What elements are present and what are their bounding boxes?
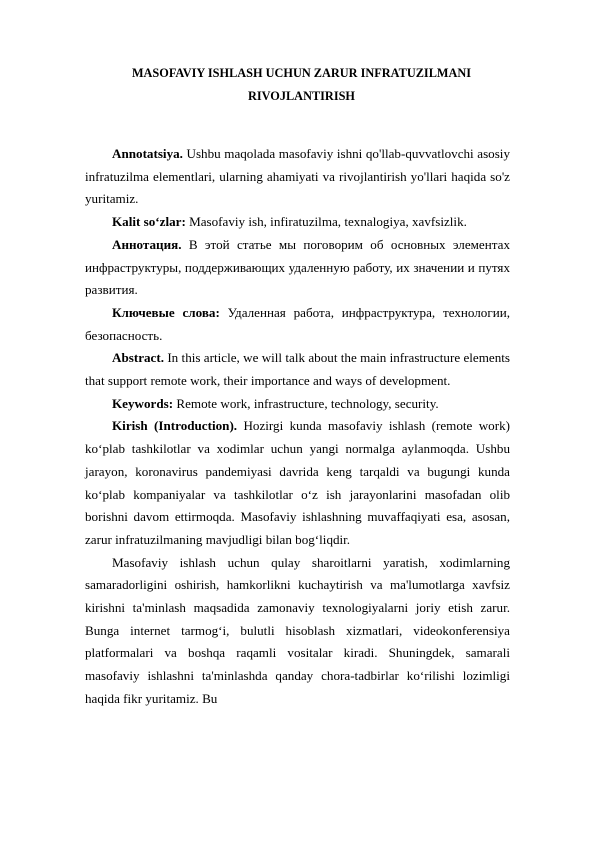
keywords-uz-label: Kalit so‘zlar: [112, 214, 186, 230]
introduction-label: Kirish (Introduction). [112, 418, 238, 434]
keywords-en [85, 393, 510, 416]
introduction-paragraph [85, 415, 510, 551]
keywords-uz-text: Masofaviy ish, infiratuzilma, texnalogiya, xavfsizlik. [185, 214, 467, 230]
abstract-en [85, 347, 510, 392]
introduction-text: Hozirgi kunda masofaviy ishlash (remote work) ko‘plab tashkilotlar va xodimlar uchun yangi normalga aylanmoqda. Ushbu jarayon, koronavirus pandemiyasi davrida keng tarqaldi va bugungi kunda ko‘plab kompaniyalar va tashkilotlar o‘z ish jarayonlarini masofadan olib borishni davom ettirmoqda. Masofaviy ishlashning muvaffaqiyati esa, asosan, zarur infratuzilmaning mavjudligi bilan bog‘liqdir. [85, 418, 510, 547]
annotation-ru [85, 234, 510, 302]
keywords-uz [85, 211, 510, 234]
title-spacer [85, 108, 510, 143]
annotation-ru-label: Аннотация. [112, 236, 182, 252]
annotation-uz-label: Annotatsiya. [112, 146, 183, 161]
annotation-uz-text: Ushbu maqolada masofaviy ishni qo'llab-quvvatlovchi asosiy infratuzilma elementlari, ularning ahamiyati va rivojlantirish yo'llari haqida so'z yuritamiz. [85, 146, 510, 207]
document-page [85, 62, 510, 711]
abstract-en-text: In this article, we will talk about the main infrastructure elements that support remote work, their importance and ways of development. [85, 350, 510, 389]
annotation-uz [85, 143, 510, 211]
article-title-line-1: MASOFAVIY ISHLASH UCHUN ZARUR INFRATUZILMANI [131, 66, 472, 80]
article-title [85, 62, 510, 108]
keywords-en-text: Remote work, infrastructure, technology, security. [173, 395, 439, 411]
article-title-line-2: RIVOJLANTIRISH [247, 89, 356, 103]
body-paragraph: Masofaviy ishlash uchun qulay sharoitlarni yaratish, xodimlarning samaradorligini oshirish, hamkorlikni kuchaytirish va ma'lumotlarga xavfsiz kirishni ta'minlash maqsadida zamonaviy texnologiyalarni joriy etish zarur. Bunga internet tarmog‘i, bulutli hisoblash xizmatlari, videokonferensiya platformalari va boshqa raqamli vositalar kiradi. Shuningdek, samarali masofaviy ishlashni ta'minlashda qanday chora-tadbirlar ko‘rilishi lozimligi haqida fikr yuritamiz. Bu [85, 554, 510, 706]
keywords-ru-text: Удаленная работа, инфраструктура, технологии, безопасность. [85, 304, 511, 343]
keywords-ru-label: Ключевые слова: [112, 304, 220, 320]
keywords-ru [85, 302, 510, 347]
annotation-ru-text: В этой статье мы поговорим об основных элементах инфраструктуры, поддерживающих удаленную работу, их значении и путях развития. [85, 236, 510, 298]
keywords-en-label: Keywords: [112, 395, 174, 411]
abstract-en-label: Abstract. [112, 350, 164, 366]
